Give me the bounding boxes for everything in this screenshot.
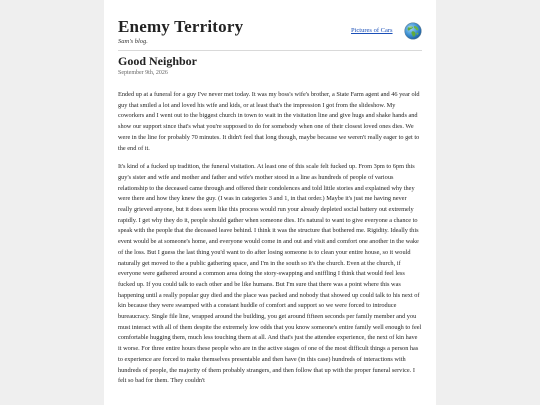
site-title[interactable]: Enemy Territory <box>118 17 244 36</box>
pictures-of-cars-link[interactable]: Pictures of Cars <box>351 27 393 34</box>
post-paragraph: It's kind of a fucked up tradition, the funeral visitation. At least one of this scale felt fucked up. From 3pm to 6pm this guy's sister and wife and mother and father and wife's mother stood in a line as hundreds of people of various relationship to the deceased came through and offered their condolences and told little stories and explained why they were there and how they knew the guy. (I was in categories 3 and 1, in that order.) Maybe it's just me having never really grieved anyone, but it does seem like this process would run your already depleted social battery out extremely rapidly. I get why they do it, people should gather when someone dies. It's natural to want to give everyone a chance to speak with the people that the deceased leave behind. I think it was the structure that bothered me. Rigidity. Ideally this event would be at someone's home, and everyone would come in and out and visit and comfort one another in the wake of the loss. But I guess the last thing you'd want to do after losing someone is to clean your entire house, so it would naturally get moved to the a public gathering space, and I'm in the south so it's the church. Even at the church, if everyone were gathered around a common area doing the story-swapping and sniffling I think that would feel less fucked up. If you could talk to each other and be like humans. But I'm sure that there was a point where this was happening until a really popular guy died and the place was packed and nobody that showed up could talk to his next of kin because they were swamped with a constant huddle of comfort and support so we were forced to introduce bureaucracy. Single file line, wrapped around the building, you get around fifteen seconds per family member and you must interact with all of them despite the extremely low odds that you know someone's entire family well enough to feel comfortable hugging them, much less touching them at all. And that's just the attendee experience, the next of kin have it worse. For three entire hours these people who are in the active stages of one of the most difficult things a person has to experience are forced to make themselves presentable and then have (in this case) hundreds of interactions with hundreds of people, the majority of them probably strangers, and then follow that up with the proper funeral service. I felt so bad for them. They couldn't <box>118 163 422 385</box>
site-subtitle: Sam's blog. <box>118 38 148 45</box>
post-date: September 9th, 2026 <box>118 70 168 76</box>
post-paragraph: Ended up at a funeral for a guy I've never met today. It was my boss's wife's brother, a State Farm agent and 46 year old guy that smiled a lot and loved his wife and kids, or at least that's the impression I got from the slideshow. My coworkers and I went out to the biggest church in town to wait in the visitation line and give hugs and shake hands and show our support since that's what you're supposed to do for somebody when one of their closest loved ones dies. We were in the line for probably 70 minutes. It didn't feel that long though, maybe because we weren't really eager to get to the end of it. <box>118 91 420 152</box>
post-title[interactable]: Good Neighbor <box>118 54 198 68</box>
post-body <box>118 90 422 387</box>
site-header <box>118 17 422 47</box>
blog-post <box>118 54 422 395</box>
globe-icon[interactable] <box>404 22 422 40</box>
page <box>104 0 436 405</box>
header-divider <box>118 50 422 51</box>
